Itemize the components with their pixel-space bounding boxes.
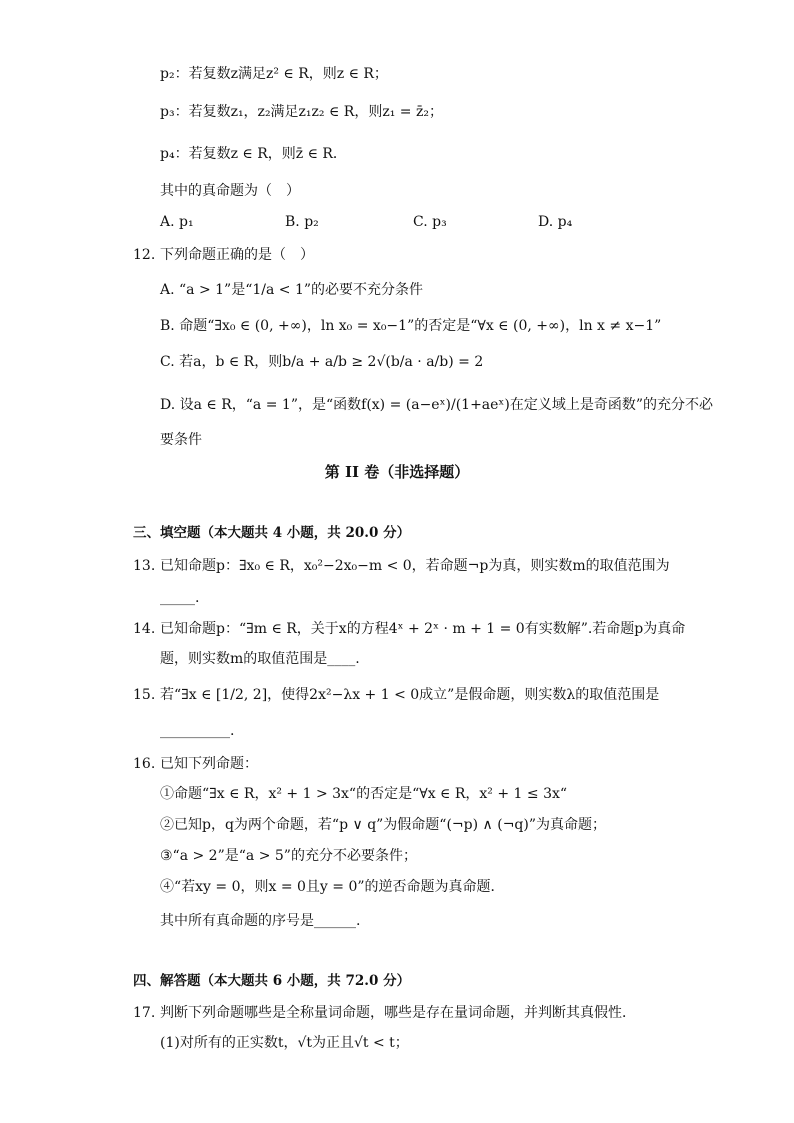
question-15-stem: 若“∃x ∈ [1/2, 2]，使得2x²−λx + 1 < 0成立”是假命题，则实数λ的取值范围是	[160, 687, 660, 703]
question-13-blank: _____.	[160, 590, 200, 606]
q11-option-d: D. p₄	[538, 214, 573, 230]
question-number: 13.	[133, 558, 156, 574]
q12-option-d-continued: 要条件	[160, 432, 202, 448]
question-number: 17.	[133, 1005, 156, 1021]
question-number: 15.	[133, 687, 156, 703]
q11-option-a: A. p₁	[160, 214, 194, 230]
question-14-continued: 题，则实数m的取值范围是____.	[160, 651, 360, 667]
question-number: 16.	[133, 756, 156, 772]
question-11-prompt: 其中的真命题为（ ）	[160, 183, 300, 199]
proposition-p2: p₂：若复数z满足z² ∈ R，则z ∈ R；	[160, 66, 388, 82]
proposition-p4: p₄：若复数z ∈ R，则z̄ ∈ R．	[160, 146, 347, 162]
question-15-blank: __________.	[160, 723, 235, 739]
q16-statement-4: ④“若xy = 0，则x = 0且y = 0”的逆否命题为真命题．	[160, 879, 505, 895]
question-16-stem: 已知下列命题：	[160, 756, 258, 772]
question-number: 12.	[133, 247, 156, 263]
q12-option-d: D. 设a ∈ R，“a = 1”，是“函数f(x) = (a−eˣ)/(1+aeˣ)在定义域上是奇函数”的充分不必	[160, 397, 713, 413]
q11-option-c: C. p₃	[413, 214, 447, 230]
question-13-stem: 已知命题p：∃x₀ ∈ R，x₀²−2x₀−m < 0，若命题¬p为真，则实数m的取值范围为	[160, 558, 670, 574]
question-14-stem: 已知命题p：“∃m ∈ R，关于x的方程4ˣ + 2ˣ · m + 1 = 0有实数解”.若命题p为真命	[160, 621, 686, 637]
q16-statement-2: ②已知p，q为两个命题，若“p ∨ q”为假命题“(¬p) ∧ (¬q)”为真命题；	[160, 817, 607, 833]
q12-option-c: C. 若a，b ∈ R，则b/a + a/b ≥ 2√(b/a · a/b) = 2	[160, 354, 484, 370]
question-12-stem: 下列命题正确的是（ ）	[160, 247, 314, 263]
question-17-part-1: (1)对所有的正实数t，√t为正且√t < t；	[160, 1035, 409, 1051]
q12-option-b: B. 命题“∃x₀ ∈ (0, +∞)，ln x₀ = x₀−1”的否定是“∀x ∈ (0, +∞)，ln x ≠ x−1”	[160, 318, 662, 334]
part-ii-title: 第 II 卷（非选择题）	[324, 463, 470, 481]
q16-statement-3: ③“a > 2”是“a > 5”的充分不必要条件；	[160, 848, 417, 864]
q11-option-b: B. p₂	[285, 214, 319, 230]
section-4-heading: 四、解答题（本大题共 6 小题，共 72.0 分）	[133, 973, 411, 989]
question-16-prompt: 其中所有真命题的序号是______.	[160, 913, 361, 929]
section-3-heading: 三、填空题（本大题共 4 小题，共 20.0 分）	[133, 525, 411, 541]
question-number: 14.	[133, 621, 156, 637]
q12-option-a: A. “a > 1”是“1/a < 1”的必要不充分条件	[160, 282, 424, 298]
q16-statement-1: ①命题“∃x ∈ R，x² + 1 > 3x“的否定是“∀x ∈ R，x² + 1 ≤ 3x“	[160, 786, 568, 802]
question-17-stem: 判断下列命题哪些是全称量词命题，哪些是存在量词命题，并判断其真假性．	[160, 1005, 636, 1021]
proposition-p3: p₃：若复数z₁，z₂满足z₁z₂ ∈ R，则z₁ = z̄₂；	[160, 104, 443, 120]
